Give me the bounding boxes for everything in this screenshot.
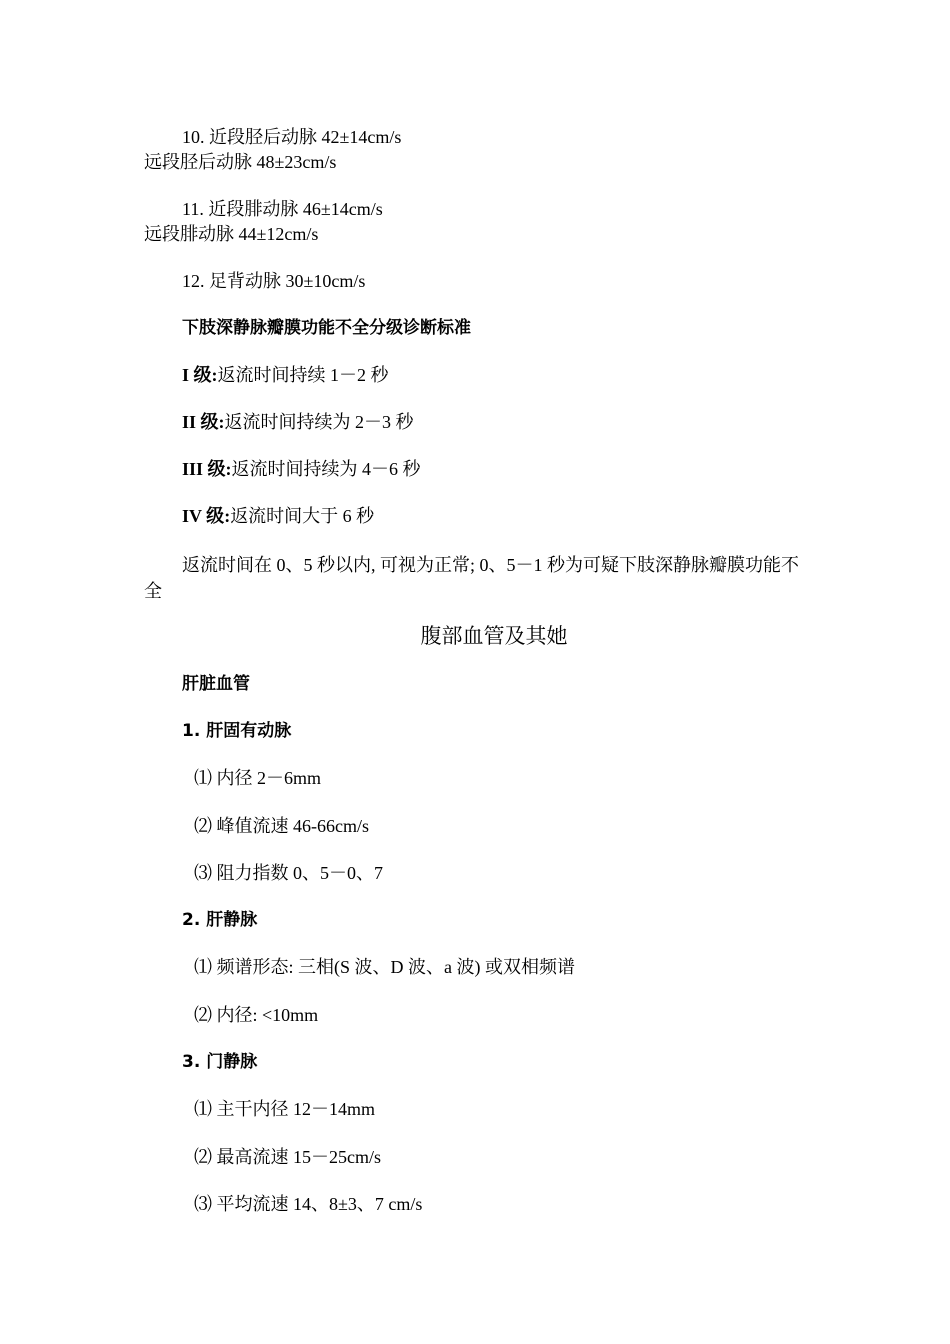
valve-note: 返流时间在 0、5 秒以内, 可视为正常; 0、5－1 秒为可疑下肢深静脉瓣膜功能不全 (144, 555, 799, 601)
grade-separator: : (218, 412, 225, 432)
valve-grade-1 (182, 363, 842, 387)
section-title-hepatic-vein: 2. 肝静脉 (182, 910, 258, 930)
list-item: ⑶ 平均流速 14、8±3、7 cm/s (194, 1194, 423, 1214)
grade-separator: : (211, 365, 218, 385)
grade-text: 返流时间持续为 4－6 秒 (231, 459, 421, 479)
list-item: ⑴ 频谱形态: 三相(S 波、D 波、a 波) 或双相频谱 (194, 957, 575, 977)
grade-label: II 级 (182, 412, 219, 432)
list-item: ⑶ 阻力指数 0、5－0、7 (194, 863, 383, 883)
artery-item-10-line2: 远段胫后动脉 48±23cm/s (144, 152, 337, 172)
section-title-hepatic-artery: 1. 肝固有动脉 (182, 721, 292, 741)
valve-grade-3 (182, 457, 842, 481)
grade-separator: : (224, 506, 231, 526)
list-item: ⑴ 主干内径 12－14mm (194, 1099, 376, 1119)
grade-label: I 级 (182, 365, 212, 385)
list-item: ⑵ 峰值流速 46-66cm/s (194, 816, 369, 836)
abdominal-heading: 腹部血管及其她 (420, 624, 568, 648)
artery-item-12: 12. 足背动脉 30±10cm/s (182, 271, 366, 291)
artery-item-10-line1: 10. 近段胫后动脉 42±14cm/s (182, 127, 402, 147)
grade-label: IV 级 (182, 506, 225, 526)
list-item: ⑵ 最高流速 15－25cm/s (194, 1147, 381, 1167)
grade-text: 返流时间大于 6 秒 (230, 506, 375, 526)
valve-section-title: 下肢深静脉瓣膜功能不全分级诊断标准 (182, 318, 471, 338)
grade-text: 返流时间持续 1－2 秒 (217, 365, 389, 385)
section-title-portal-vein: 3. 门静脉 (182, 1052, 258, 1072)
grade-text: 返流时间持续为 2－3 秒 (224, 412, 414, 432)
valve-grade-4 (182, 504, 842, 528)
grade-separator: : (225, 459, 232, 479)
list-item: ⑴ 内径 2－6mm (194, 768, 322, 788)
list-item: ⑵ 内径: <10mm (194, 1005, 319, 1025)
artery-item-11-line1: 11. 近段腓动脉 46±14cm/s (182, 199, 383, 219)
artery-item-11-line2: 远段腓动脉 44±12cm/s (144, 224, 319, 244)
liver-vessels-title: 肝脏血管 (182, 674, 250, 694)
valve-grade-2 (182, 410, 842, 434)
grade-label: III 级 (182, 459, 226, 479)
